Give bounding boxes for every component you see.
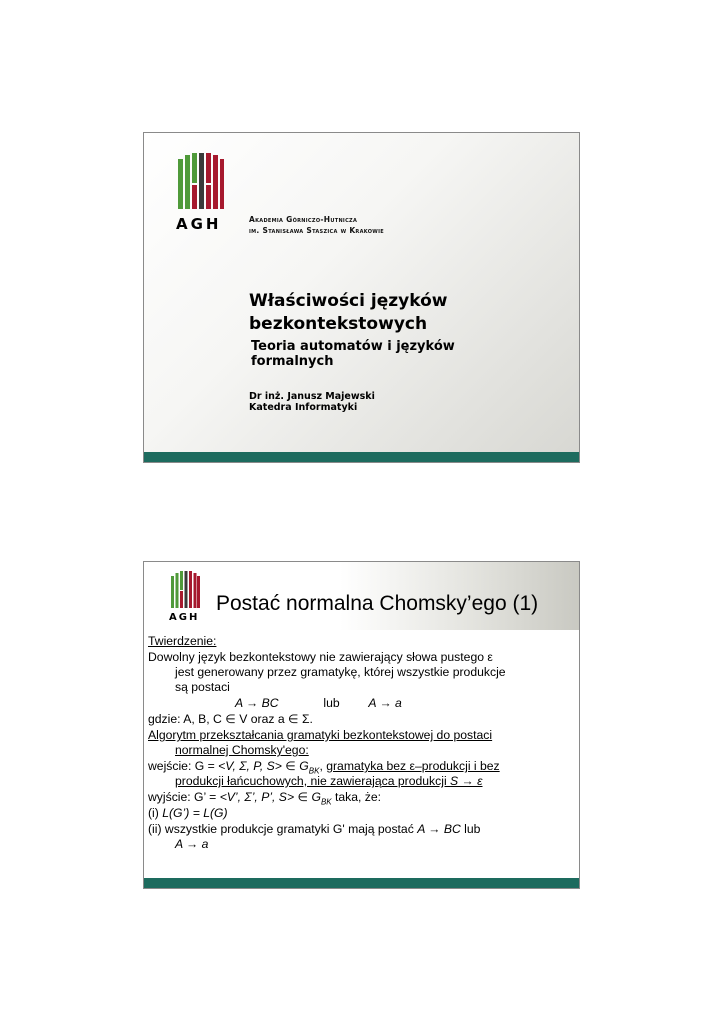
- slide-title-line-2: bezkontekstowych: [249, 314, 428, 334]
- author-name: Dr inż. Janusz Majewski: [249, 391, 375, 402]
- condition-2-or: lub: [460, 822, 481, 836]
- input-in: ∈: [281, 759, 300, 773]
- footer-bar: [144, 452, 579, 462]
- condition-2-bc: A → BC: [417, 822, 461, 836]
- production-a: A → a: [368, 696, 402, 710]
- production-forms: [148, 696, 576, 711]
- agh-logo: [176, 151, 224, 231]
- slide-title: Postać normalna Chomsky’ego (1): [216, 592, 539, 615]
- footer-bar: [144, 878, 579, 888]
- output-line: [148, 790, 576, 805]
- institution-name: [249, 214, 384, 236]
- output-g: G: [311, 790, 321, 804]
- content-slide: [143, 561, 580, 889]
- slide-title-line-1: Właściwości języków: [249, 291, 448, 311]
- author-department: Katedra Informatyki: [249, 402, 358, 413]
- title-slide: [143, 132, 580, 463]
- condition-1-label: (i): [148, 806, 163, 820]
- output-tuple: <V’, Σ’, P’, S>: [219, 790, 295, 804]
- input-desc-1: gramatyka bez ε–produkcji i bez: [326, 759, 500, 773]
- condition-1-text: L(G’) = L(G): [162, 806, 228, 820]
- slide-subtitle: [251, 339, 455, 369]
- theorem-line-2: jest generowany przez gramatykę, której wszystkie produkcje: [175, 665, 506, 679]
- institution-line-2: im. Stanisława Staszica w Krakowie: [249, 226, 384, 235]
- algorithm-line-2: normalnej Chomsky'ego:: [175, 743, 309, 757]
- condition-2: [148, 822, 576, 852]
- agh-logo-icon: [170, 570, 200, 610]
- input-g: G: [299, 759, 309, 773]
- algorithm-line-1: Algorytm przekształcania gramatyki bezkontekstowej do postaci: [148, 728, 493, 742]
- input-prefix: wejście: G =: [148, 759, 219, 773]
- input-tuple: <V, Σ, P, S>: [218, 759, 282, 773]
- production-bc: A → BC: [235, 696, 279, 710]
- theorem-line-3: są postaci: [175, 680, 230, 694]
- logo-text: AGH: [169, 612, 200, 623]
- condition-1: [148, 806, 576, 821]
- output-sub: BK: [320, 797, 332, 807]
- slide-subtitle-line-2: formalnych: [251, 354, 334, 369]
- input-desc-2b: S → ε: [450, 774, 483, 788]
- where-line: gdzie: A, B, C ∈ V oraz a ∈ Σ.: [148, 712, 313, 726]
- output-suffix: taka, że:: [331, 790, 382, 804]
- condition-2-a: A → a: [175, 837, 209, 851]
- logo-text: AGH: [176, 215, 222, 233]
- institution-line-1: Akademia Górniczo-Hutnicza: [249, 215, 358, 224]
- agh-logo: [170, 570, 200, 626]
- theorem-label: Twierdzenie:: [148, 634, 217, 648]
- input-desc-2a: produkcji łańcuchowych, nie zawierająca produkcji: [175, 774, 451, 788]
- production-or: lub: [323, 696, 340, 710]
- slide-body: [148, 634, 576, 853]
- agh-logo-icon: [176, 151, 224, 213]
- slide-title: [249, 290, 447, 336]
- condition-2-text: (ii) wszystkie produkcje gramatyki G' mają postać: [148, 822, 418, 836]
- slide-subtitle-line-1: Teoria automatów i języków: [251, 339, 455, 354]
- author-block: [249, 391, 375, 413]
- theorem-line-1: Dowolny język bezkontekstowy nie zawierający słowa pustego ε: [148, 650, 493, 664]
- output-prefix: wyjście: G’ =: [148, 790, 220, 804]
- input-comma: ,: [319, 759, 327, 773]
- input-line: [148, 759, 576, 789]
- input-sub: BK: [308, 766, 320, 776]
- theorem-text: [148, 650, 576, 695]
- output-in: ∈: [294, 790, 312, 804]
- algorithm-heading: [148, 728, 576, 758]
